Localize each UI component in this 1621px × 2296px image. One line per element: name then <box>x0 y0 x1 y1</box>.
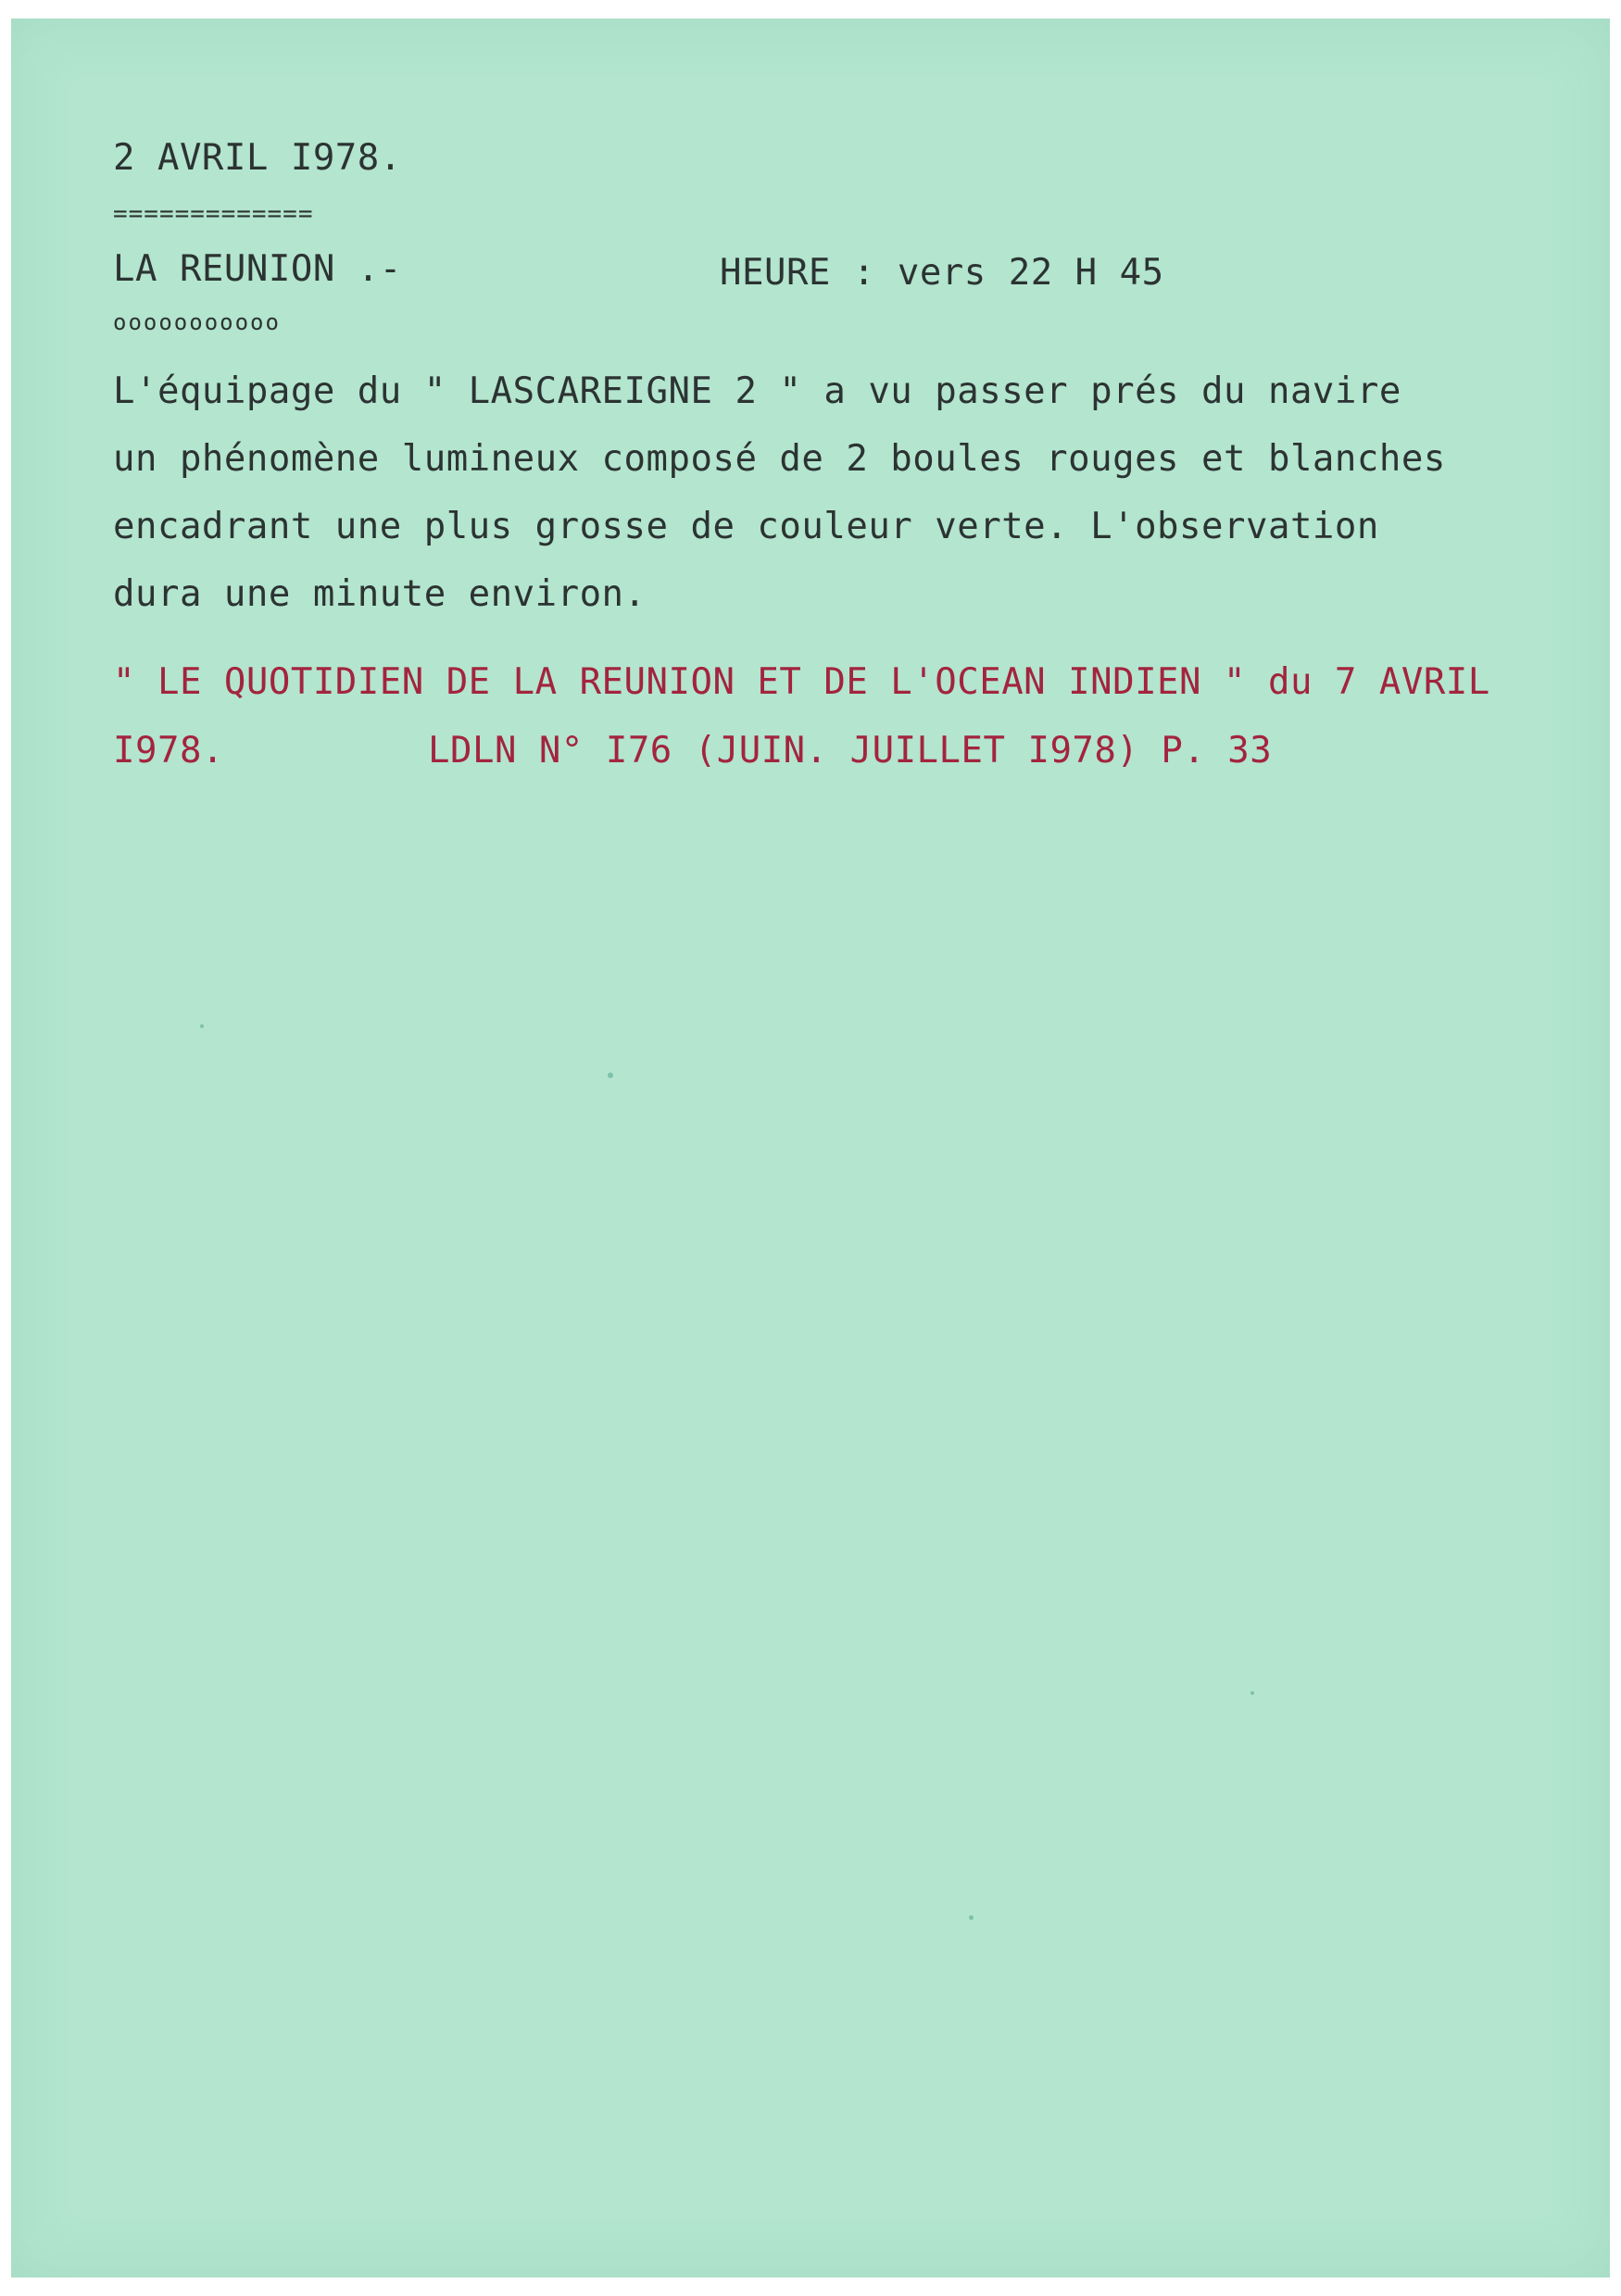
body-line-3: encadrant une plus grosse de couleur verte. L'observation <box>113 506 1379 547</box>
source-year: I978. <box>113 730 224 772</box>
paper-speck <box>200 1024 204 1028</box>
body-line-2: un phénomène lumineux composé de 2 boules rouges et blanches <box>113 438 1446 480</box>
report-date: 2 AVRIL I978. <box>113 137 402 179</box>
source-reference: LDLN N° I76 (JUIN. JUILLET I978) P. 33 <box>428 730 1273 772</box>
body-line-1: L'équipage du " LASCAREIGNE 2 " a vu passer prés du navire <box>113 370 1401 412</box>
document-page <box>11 19 1610 2277</box>
paper-speck <box>608 1073 613 1078</box>
paper-speck <box>969 1915 974 1920</box>
source-line-1: " LE QUOTIDIEN DE LA REUNION ET DE L'OCEAN INDIEN " du 7 AVRIL <box>113 661 1490 703</box>
location-underline: ooooooooooo <box>113 309 281 335</box>
paper-speck <box>1250 1691 1254 1695</box>
body-line-4: dura une minute environ. <box>113 573 647 615</box>
date-underline: ============= <box>113 200 314 228</box>
report-time: HEURE : vers 22 H 45 <box>720 252 1164 294</box>
report-location: LA REUNION .- <box>113 248 402 290</box>
